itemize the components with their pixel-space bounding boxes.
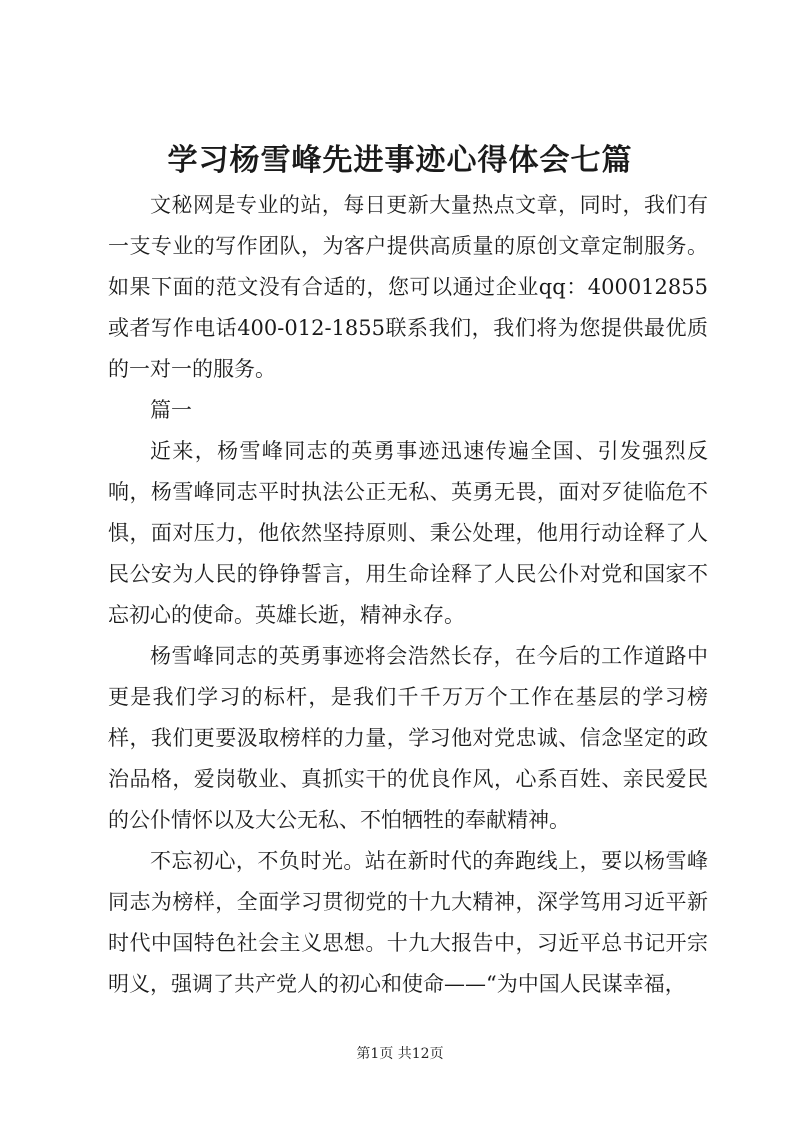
page-number-footer: 第1页 共12页	[356, 1046, 444, 1062]
body-paragraph: 近来，杨雪峰同志的英勇事迹迅速传遍全国、引发强烈反响，杨雪峰同志平时执法公正无私、英勇无畏，面对歹徒临危不惧，面对压力，他依然坚持原则、秉公处理，他用行动诠释了人民公安为人民的铮铮誓言，用生命诠释了人民公仆对党和国家不忘初心的使命。英雄长逝，精神永存。	[108, 439, 708, 627]
body-paragraph: 杨雪峰同志的英勇事迹将会浩然长存，在今后的工作道路中更是我们学习的标杆，是我们千千万万个工作在基层的学习榜样，我们更要汲取榜样的力量，学习他对党忠诚、信念坚定的政治品格，爱岗敬业、真抓实干的优良作风，心系百姓、亲民爱民的公仆情怀以及大公无私、不怕牺牲的奉献精神。	[108, 644, 708, 832]
document-body	[108, 185, 708, 1005]
intro-paragraph: 文秘网是专业的站，每日更新大量热点文章，同时，我们有一支专业的写作团队，为客户提供高质量的原创文章定制服务。如果下面的范文没有合适的，您可以通过企业qq：400012855或者写作电话400-012-1855联系我们，我们将为您提供最优质的一对一的服务。	[108, 193, 708, 381]
section-heading: 篇一	[150, 398, 192, 422]
document-title: 学习杨雪峰先进事迹心得体会七篇	[167, 143, 633, 178]
body-paragraph: 不忘初心，不负时光。站在新时代的奔跑线上，要以杨雪峰同志为榜样，全面学习贯彻党的十九大精神，深学笃用习近平新时代中国特色社会主义思想。十九大报告中，习近平总书记开宗明义，强调了共产党人的初心和使命——“为中国人民谋幸福，	[108, 849, 708, 996]
